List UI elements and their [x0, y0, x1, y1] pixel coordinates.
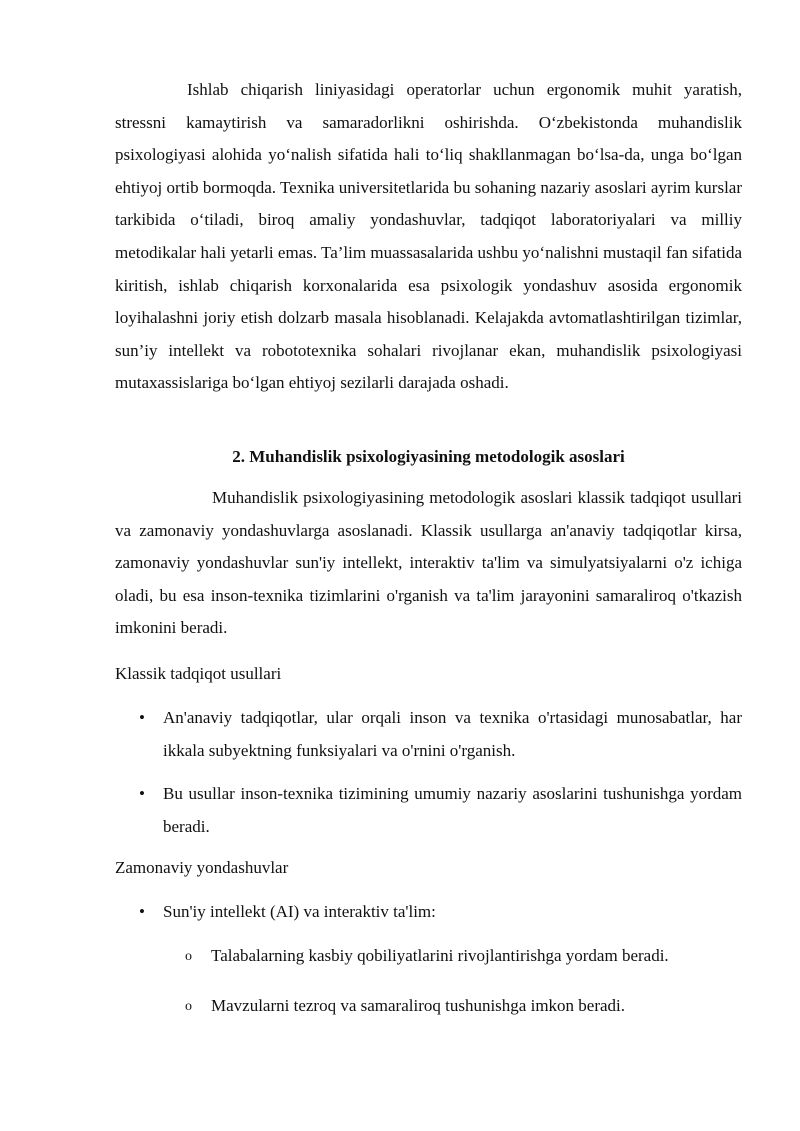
list-item: • Sun'iy intellekt (AI) va interaktiv ta'lim:	[163, 896, 742, 929]
paragraph-text: Ishlab chiqarish liniyasidagi operatorlar uchun ergonomik muhit yaratish, stressni kamaytirish va samaradorlikni oshirishda. O‘zbekistonda muhandislik psixologiyasi alohida yo‘nalish sifatida hali to‘liq shakllanmagan bo‘lsa-da, unga bo‘lgan ehtiyoj ortib bormoqda. Texnika universitetlarida bu sohaning nazariy asoslari ayrim kurslar tarkibida o‘tiladi, biroq amaliy yondashuvlar, tadqiqot laboratoriyalari va milliy metodikalar hali yetarli emas. Ta’lim muassasalarida ushbu yo‘nalishni mustaqil fan sifatida kiritish, ishlab chiqarish korxonalarida esa psixologik yondashuv asosida ergonomik loyihalashni joriy etish dolzarb masala hisoblanadi. Kelajakda avtomatlashtirilgan tizimlar, sun’iy intellekt va robototexnika sohalari rivojlanar ekan, muhandislik psixologiyasi mutaxassislariga bo‘lgan ehtiyoj sezilarli darajada oshadi.	[115, 80, 742, 393]
sub-list-item: o Mavzularni tezroq va samaraliroq tushunishga imkon beradi.	[211, 990, 625, 1023]
list-item: • Bu usullar inson-texnika tizimining umumiy nazariy asoslarini tushunishga yordam beradi.	[163, 778, 742, 843]
list-item: • An'anaviy tadqiqotlar, ular orqali inson va texnika o'rtasidagi munosabatlar, har ikkala subyektning funksiyalari va o'rnini o'rganish.	[163, 702, 742, 767]
paragraph-ergonomics	[115, 74, 742, 400]
classic-methods-label: Klassik tadqiqot usullari	[115, 664, 282, 683]
paragraph-text: Muhandislik psixologiyasining metodologik asoslari klassik tadqiqot usullari va zamonaviy yondashuvlarga asoslanadi. Klassik usullarga an'anaviy tadqiqotlar kirsa, zamonaviy yondashuvlar sun'iy intellekt, interaktiv ta'lim va simulyatsiyalarni o'z ichiga oladi, bu esa inson-texnika tizimlarini o'rganish va ta'lim jarayonini samaraliroq o'tkazish imkonini beradi.	[115, 488, 742, 638]
modern-approaches-label: Zamonaviy yondashuvlar	[115, 858, 289, 877]
section-heading: 2. Muhandislik psixologiyasining metodologik asoslari	[232, 447, 625, 466]
paragraph-methodology	[115, 482, 742, 645]
sub-list-item: o Talabalarning kasbiy qobiliyatlarini rivojlantirishga yordam beradi.	[211, 940, 669, 973]
